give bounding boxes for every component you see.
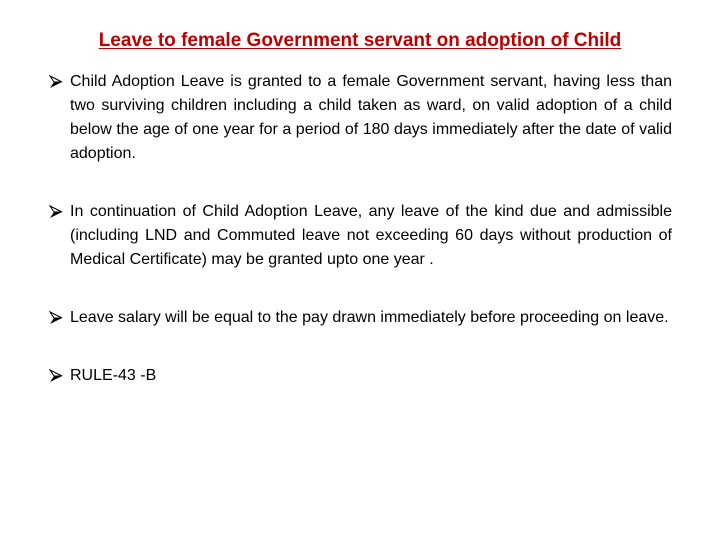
arrowhead-bullet-icon <box>48 306 66 330</box>
arrowhead-bullet-icon <box>48 70 66 94</box>
bullet-text: Leave salary will be equal to the pay drawn immediately before proceeding on leave. <box>70 309 669 326</box>
bullet-text: Child Adoption Leave is granted to a female Government servant, having less than two surviving children including a child taken as ward, on valid adoption of a child below the age of one year for a period of 180 days immediately after the date of valid adoption. <box>70 73 672 162</box>
bullet-item-rule <box>48 364 672 388</box>
bullet-text: RULE-43 -B <box>70 367 157 384</box>
page-title: Leave to female Government servant on adoption of Child <box>98 30 622 51</box>
bullet-item-continuation <box>48 200 672 272</box>
bullet-item-leave-salary <box>48 306 672 330</box>
bullet-item-adoption-leave <box>48 70 672 166</box>
arrowhead-bullet-icon <box>48 200 66 224</box>
arrowhead-bullet-icon <box>48 364 66 388</box>
bullet-text: In continuation of Child Adoption Leave, any leave of the kind due and admissible (including LND and Commuted leave not exceeding 60 days without production of Medical Certificate) may be granted upto one year . <box>70 203 672 268</box>
bullet-list <box>48 70 672 388</box>
